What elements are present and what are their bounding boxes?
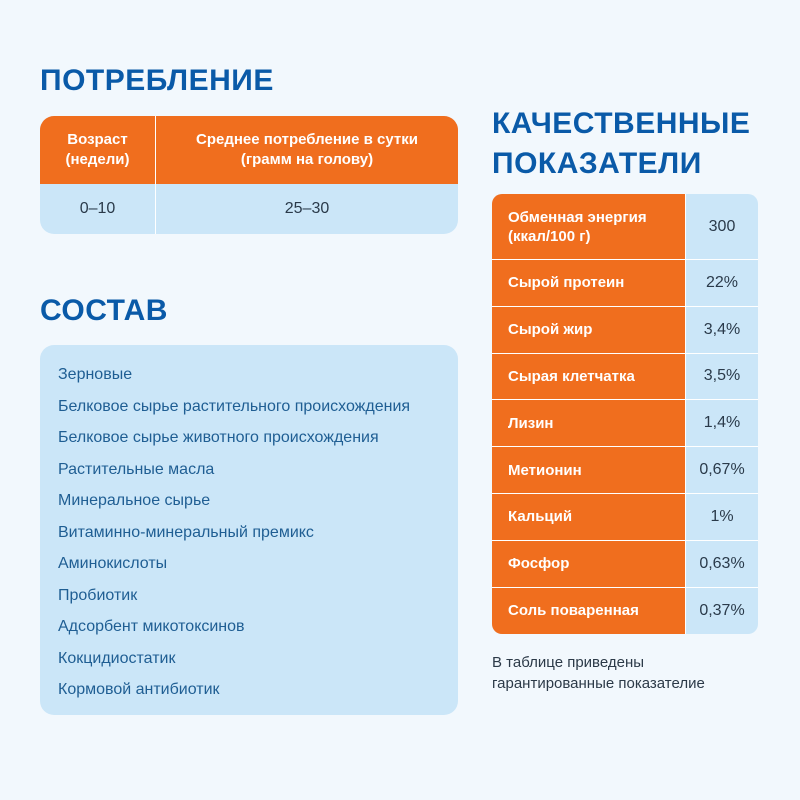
- consumption-title: ПОТРЕБЛЕНИЕ: [40, 64, 274, 97]
- quality-label: Сырая клетчатка: [492, 354, 686, 400]
- composition-list: [40, 345, 458, 715]
- list-item: Зерновые: [58, 366, 133, 383]
- quality-value: 0,63%: [699, 554, 745, 572]
- list-item: Витаминно-минеральный премикс: [58, 523, 314, 541]
- quality-title: КАЧЕСТВЕННЫЕ ПОКАЗАТЕЛИ: [492, 107, 751, 180]
- quality-label: Метионин: [492, 447, 686, 493]
- list-item: Кормовой антибиотик: [58, 681, 220, 698]
- quality-label: Соль поваренная: [492, 588, 686, 634]
- consumption-table-header: [40, 116, 458, 184]
- list-item: Адсорбент микотоксинов: [58, 618, 245, 635]
- table-row: [492, 494, 758, 541]
- list-item: Минеральное сырье: [58, 492, 211, 509]
- quality-value: 300: [708, 217, 736, 235]
- quality-label: Фосфор: [492, 541, 686, 587]
- table-row: [40, 184, 458, 234]
- quality-value: 3,4%: [703, 320, 741, 338]
- intake-cell: 25–30: [284, 200, 330, 217]
- table-row: [492, 260, 758, 307]
- table-row: [492, 400, 758, 447]
- quality-label: Сырой протеин: [492, 260, 686, 306]
- quality-table: [492, 194, 758, 634]
- list-item: Белковое сырье растительного происхождения: [58, 397, 411, 415]
- table-row: [492, 354, 758, 401]
- list-item: Растительные масла: [58, 460, 215, 478]
- table-row: [492, 307, 758, 354]
- quality-value: 1%: [710, 507, 734, 525]
- table-row: [492, 588, 758, 634]
- list-item: Пробиотик: [58, 586, 138, 604]
- list-item: Белковое сырье животного происхождения: [58, 429, 379, 446]
- quality-label: Лизин: [492, 400, 686, 446]
- composition-title: СОСТАВ: [40, 294, 168, 327]
- table-row: [492, 447, 758, 494]
- quality-value: 22%: [705, 273, 739, 291]
- quality-value: 0,37%: [699, 601, 745, 619]
- list-item: Кокцидиостатик: [58, 649, 176, 667]
- consumption-table: [40, 116, 458, 234]
- age-cell: 0–10: [40, 184, 156, 234]
- table-row: [492, 194, 758, 260]
- quality-value: 3,5%: [703, 367, 741, 385]
- table-row: [492, 541, 758, 588]
- quality-label: Кальций: [492, 494, 686, 540]
- quality-value: 1,4%: [703, 414, 741, 432]
- quality-value: 0,67%: [699, 461, 745, 479]
- quality-label: Обменная энергия (ккал/100 г): [492, 194, 686, 259]
- footnote: В таблице приведены гарантированные показателие: [492, 654, 705, 692]
- quality-label: Сырой жир: [492, 307, 686, 353]
- list-item: Аминокислоты: [58, 555, 168, 572]
- age-column-header: Возраст (недели): [40, 116, 156, 184]
- intake-column-header: Среднее потребление в сутки (грамм на голову): [196, 131, 418, 168]
